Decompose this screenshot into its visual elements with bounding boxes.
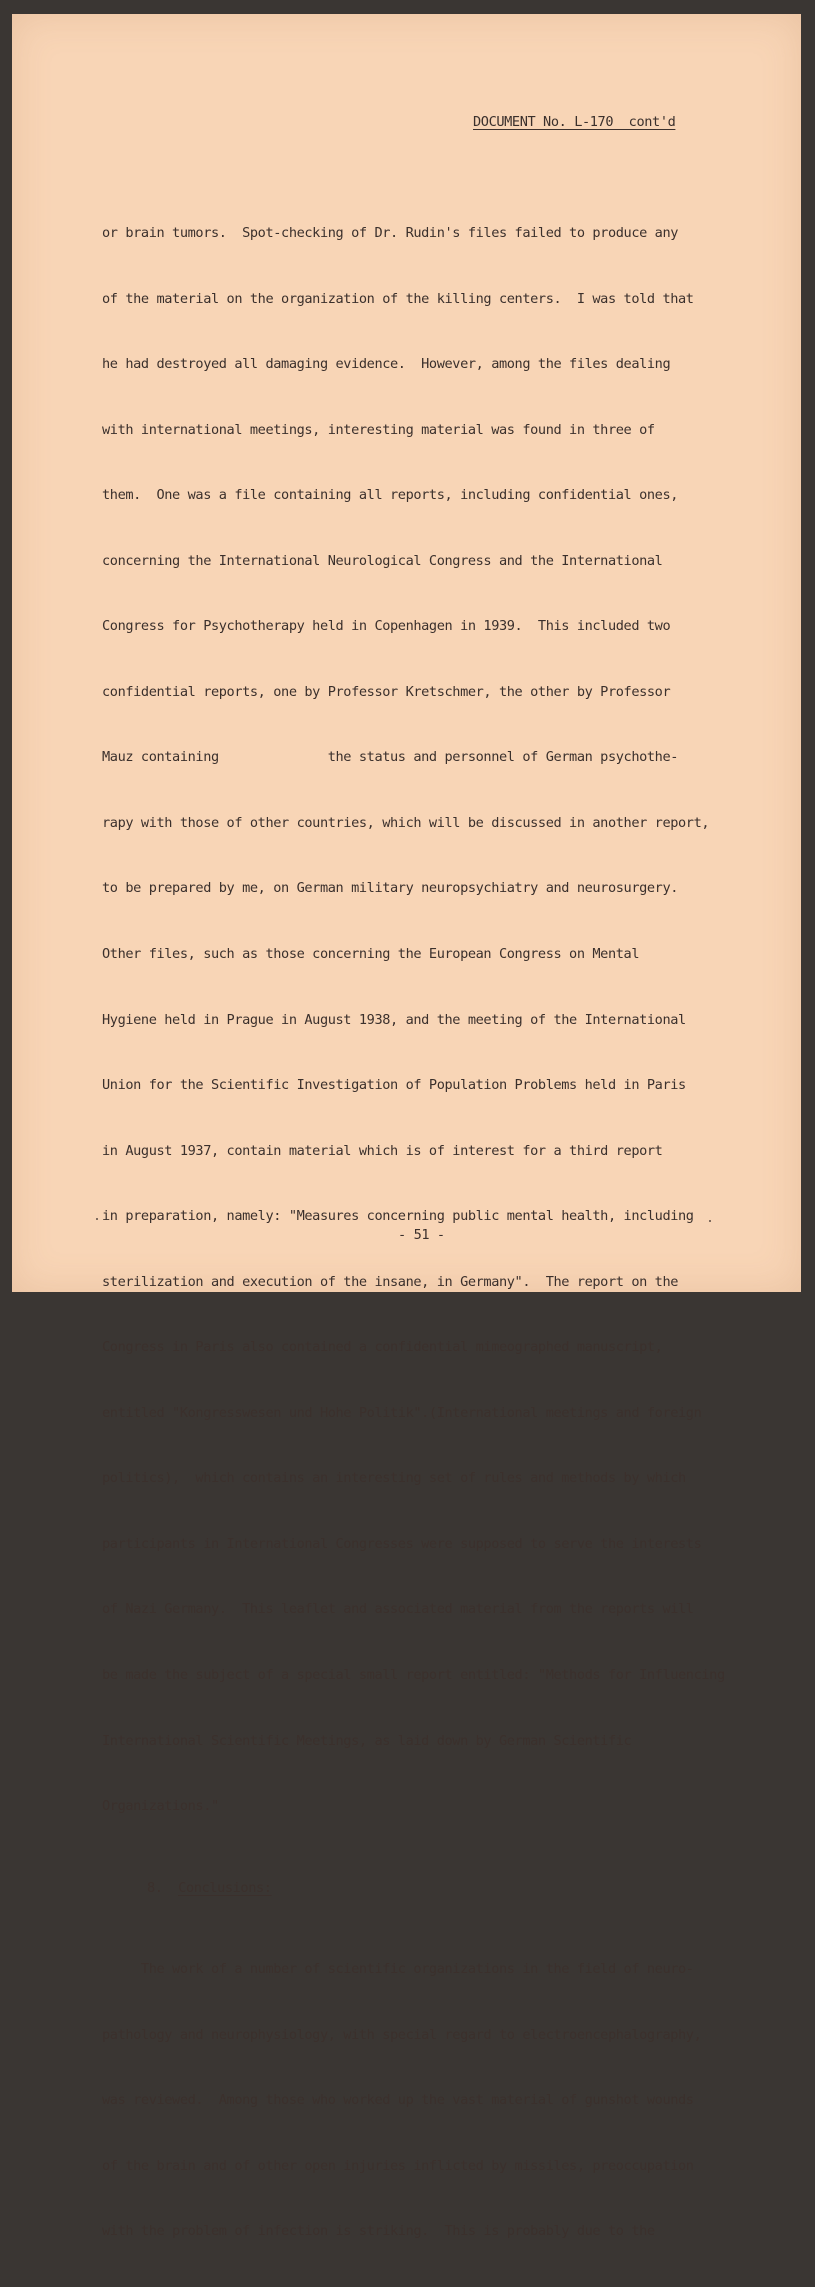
paper-speck <box>96 1218 98 1220</box>
section-title: Conclusions: <box>178 1879 272 1896</box>
body-line: International Scientific Meetings, as laid down by German Scientific <box>102 1732 632 1749</box>
body-line: Organizations." <box>102 1798 219 1815</box>
paper-speck <box>709 1220 711 1222</box>
conclusion-line: The work of a number of scientific organizations in the field of neuro- <box>102 1961 694 1978</box>
body-line: entitled "Kongresswesen und Hohe Politik".(International meetings and foreign <box>102 1404 702 1421</box>
body-line: to be prepared by me, on German military neuropsychiatry and neurosurgery. <box>102 880 679 897</box>
body-line: participants in International Congresses were supposed to serve the interests <box>102 1535 702 1552</box>
body-line: of the material on the organization of the killing centers. I was told that <box>102 290 694 307</box>
body-line: politics), which contains an interesting set of rules and methods by which <box>102 1470 686 1487</box>
body-line: Other files, such as those concerning the European Congress on Mental <box>102 946 640 963</box>
body-line: Mauz containing the status and personnel of German psychothe- <box>102 749 679 766</box>
body-line: Union for the Scientific Investigation of Population Problems held in Paris <box>102 1077 686 1094</box>
body-line: in preparation, namely: "Measures concerning public mental health, including <box>102 1208 694 1225</box>
body-line: sterilization and execution of the insane, in Germany". The report on the <box>102 1273 679 1290</box>
body-line: concerning the International Neurological Congress and the International <box>102 552 663 569</box>
section-heading <box>102 1878 725 1912</box>
body-line: or brain tumors. Spot-checking of Dr. Rudin's files failed to produce any <box>102 225 679 241</box>
conclusion-line: pathology and neurophysiology, with special regard to electroencephalography, <box>102 2026 702 2043</box>
body-line: he had destroyed all damaging evidence. However, among the files dealing <box>102 356 671 373</box>
body-line: Congress in Paris also contained a confidential mimeographed manuscript, <box>102 1339 663 1356</box>
body-line: be made the subject of a special small report entitled: "Methods for Influencing <box>102 1667 725 1684</box>
conclusion-line: of the brain and of other open injuries inflicted by missiles, preoccupation <box>102 2157 694 2174</box>
document-page <box>12 14 801 2240</box>
body-line: them. One was a file containing all reports, including confidential ones, <box>102 487 679 504</box>
section-number: 8. <box>147 1879 163 1896</box>
page-number: - 51 - <box>398 1227 445 1243</box>
conclusion-line: with the problem of infection is striking. This is probably due to the <box>102 2223 655 2240</box>
body-line: confidential reports, one by Professor Kretschmer, the other by Professor <box>102 683 671 700</box>
body-line: in August 1937, contain material which is of interest for a third report <box>102 1142 663 1159</box>
body-line: rapy with those of other countries, which will be discussed in another report, <box>102 814 710 831</box>
body-line: with international meetings, interesting material was found in three of <box>102 421 655 438</box>
body-line: Hygiene held in Prague in August 1938, and the meeting of the International <box>102 1011 686 1028</box>
body-line: Congress for Psychotherapy held in Copenhagen in 1939. This included two <box>102 618 671 635</box>
body-line: of Nazi Germany. This leaflet and associated material from the reports will <box>102 1601 694 1618</box>
document-reference-header: DOCUMENT No. L-170 cont'd <box>473 114 676 130</box>
conclusion-line: was reviewed. Among those who worked up the vast material of gunshot wounds <box>102 2092 694 2109</box>
